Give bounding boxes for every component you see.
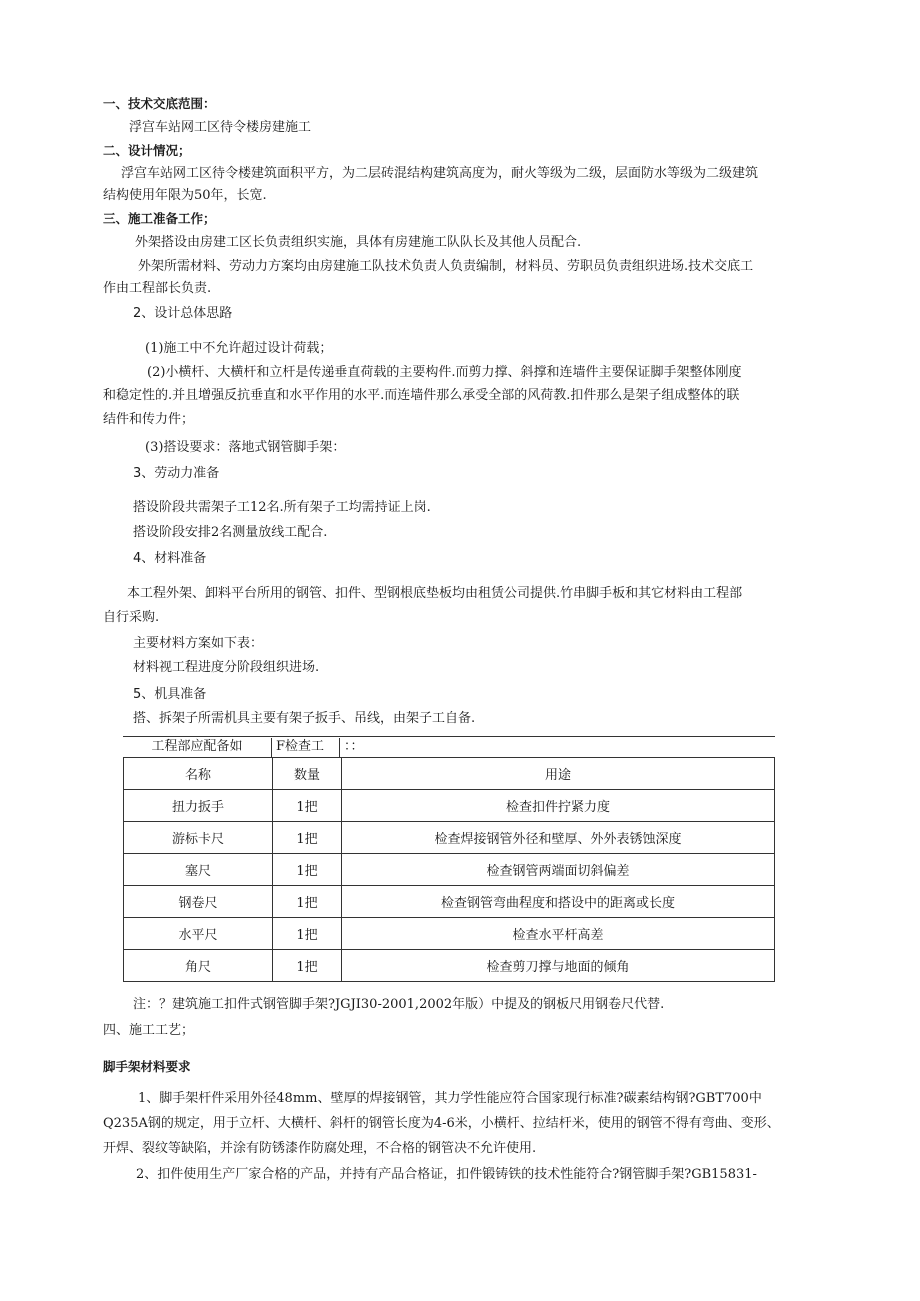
cell-purpose: 检查钢管弯曲程度和搭设中的距离或长度 [342,886,775,918]
section-3-title: 三、施工准备工作； [103,211,216,226]
subsection-2-item-2-line-3: 结件和传力件； [103,412,195,427]
section-3-para-2-line-1: 外架所需材料、劳动力方案均由房建施工队技术负责人负责编制，材料员、劳职员负责组织进场.技术交底工 [138,259,754,274]
tools-table [123,757,775,982]
table-header-row [124,758,775,790]
cell-quantity: 1把 [273,790,342,822]
subsection-2-item-1: (1)施工中不允许超过设计荷载； [145,341,333,356]
cell-name: 水平尺 [124,918,273,950]
cell-name: 游标卡尺 [124,822,273,854]
table-row [124,950,775,982]
cell-quantity: 1把 [273,854,342,886]
table-row [124,886,775,918]
section-2-body-line-2: 结构使用年限为50年，长宽. [103,188,267,203]
table-pre-divider-1 [271,738,272,757]
subsection-5-para-1: 搭、拆架子所需机具主要有架子扳手、吊线，由架子工自备. [133,711,476,726]
cell-name: 钢卷尺 [124,886,273,918]
requirement-1-line-3: 开焊、裂纹等缺陷，并涂有防锈漆作防腐处理，不合格的钢管决不允许使用. [103,1141,537,1156]
table-pre-left: 工程部应配备如 [151,739,243,754]
table-top-rule [123,736,775,737]
cell-quantity: 1把 [273,950,342,982]
subsection-4-para-1-line-2: 自行采购. [103,610,160,625]
subsection-5-title: 5、机具准备 [133,687,207,702]
section-1-body: 浮宫车站网工区待令楼房建施工 [129,120,312,135]
subsection-2-item-2-line-1: (2)小横杆、大横杆和立杆是传递垂直荷载的主要构件.而剪力撑、斜撑和连墙件主要保证脚手架整体刚度 [147,365,742,380]
section-1-title: 一、技术交底范围： [103,96,216,111]
requirement-2-line-1: 2、扣件使用生产厂家合格的产品，并持有产品合格证，扣件锻铸铁的技术性能符合?钢管脚手架?GB15831- [136,1167,757,1182]
cell-purpose: 检查钢管两端面切斜偏差 [342,854,775,886]
cell-purpose: 检查扣件拧紧力度 [342,790,775,822]
section-2-body-line-1: 浮宫车站网工区待令楼建筑面积平方，为二层砖混结构建筑高度为，耐火等级为二级，层面防水等级为二级建筑 [121,166,759,181]
cell-purpose: 检查水平杆高差 [342,918,775,950]
section-4-title: 四、施工工艺； [103,1023,195,1038]
table-row [124,918,775,950]
cell-quantity: 1把 [273,822,342,854]
header-name: 名称 [124,758,273,790]
subsection-2-item-2-line-2: 和稳定性的.并且增强反抗垂直和水平作用的水平.而连墙件那么承受全部的风荷教.扣件那么是架子组成整体的联 [103,388,740,403]
subsection-3-title: 3、劳动力准备 [133,466,220,481]
section-3-para-1: 外架搭设由房建工区长负责组织实施，具体有房建施工队队长及其他人员配合. [135,235,582,250]
scaffold-requirements-title: 脚手架材料要求 [103,1059,191,1074]
subsection-4-para-3: 材料视工程进度分阶段组织进场. [133,660,320,675]
section-3-para-2-line-2: 作由工程部长负责. [103,281,212,296]
table-pre-divider-2 [339,738,340,757]
subsection-4-para-1-line-1: 本工程外架、卸料平台所用的钢管、扣件、型钢根底垫板均由租赁公司提供.竹串脚手板和其它材料由工程部 [127,586,743,601]
subsection-2-item-3: (3)搭设要求：落地式钢管脚手架： [145,440,346,455]
subsection-3-para-1: 搭设阶段共需架子工12名.所有架子工均需持证上岗. [133,500,431,515]
table-note: 注：？建筑施工扣件式钢管脚手架?JGJI30-2001,2002年版）中提及的钢板尺用钢卷尺代替. [133,997,665,1012]
table-pre-mid: F检查工 [276,739,325,754]
header-quantity: 数量 [273,758,342,790]
cell-name: 塞尺 [124,854,273,886]
cell-name: 扭力扳手 [124,790,273,822]
subsection-4-para-2: 主要材料方案如下表： [133,636,264,651]
table-row [124,790,775,822]
cell-name: 角尺 [124,950,273,982]
cell-purpose: 检查剪刀撑与地面的倾角 [342,950,775,982]
section-2-title: 二、设计情况； [103,143,191,158]
subsection-2-title: 2、设计总体思路 [133,306,233,321]
requirement-1-line-2: Q235A钢的规定，用于立杆、大横杆、斜杆的钢管长度为4-6米，小横杆、拉结杆米，使用的钢管不得有弯曲、变形、 [103,1116,780,1131]
cell-purpose: 检查焊接钢管外径和壁厚、外外表锈蚀深度 [342,822,775,854]
table-pre-right: ：： [344,739,364,754]
cell-quantity: 1把 [273,886,342,918]
cell-quantity: 1把 [273,918,342,950]
requirement-1-line-1: 1、脚手架杆件采用外径48mm、壁厚的焊接钢管，其力学性能应符合国家现行标准?碳素结构钢?GBT700中 [138,1091,762,1106]
subsection-3-para-2: 搭设阶段安排2名测量放线工配合. [133,525,328,540]
table-row [124,854,775,886]
header-purpose: 用途 [342,758,775,790]
table-row [124,822,775,854]
subsection-4-title: 4、材料准备 [133,551,207,566]
